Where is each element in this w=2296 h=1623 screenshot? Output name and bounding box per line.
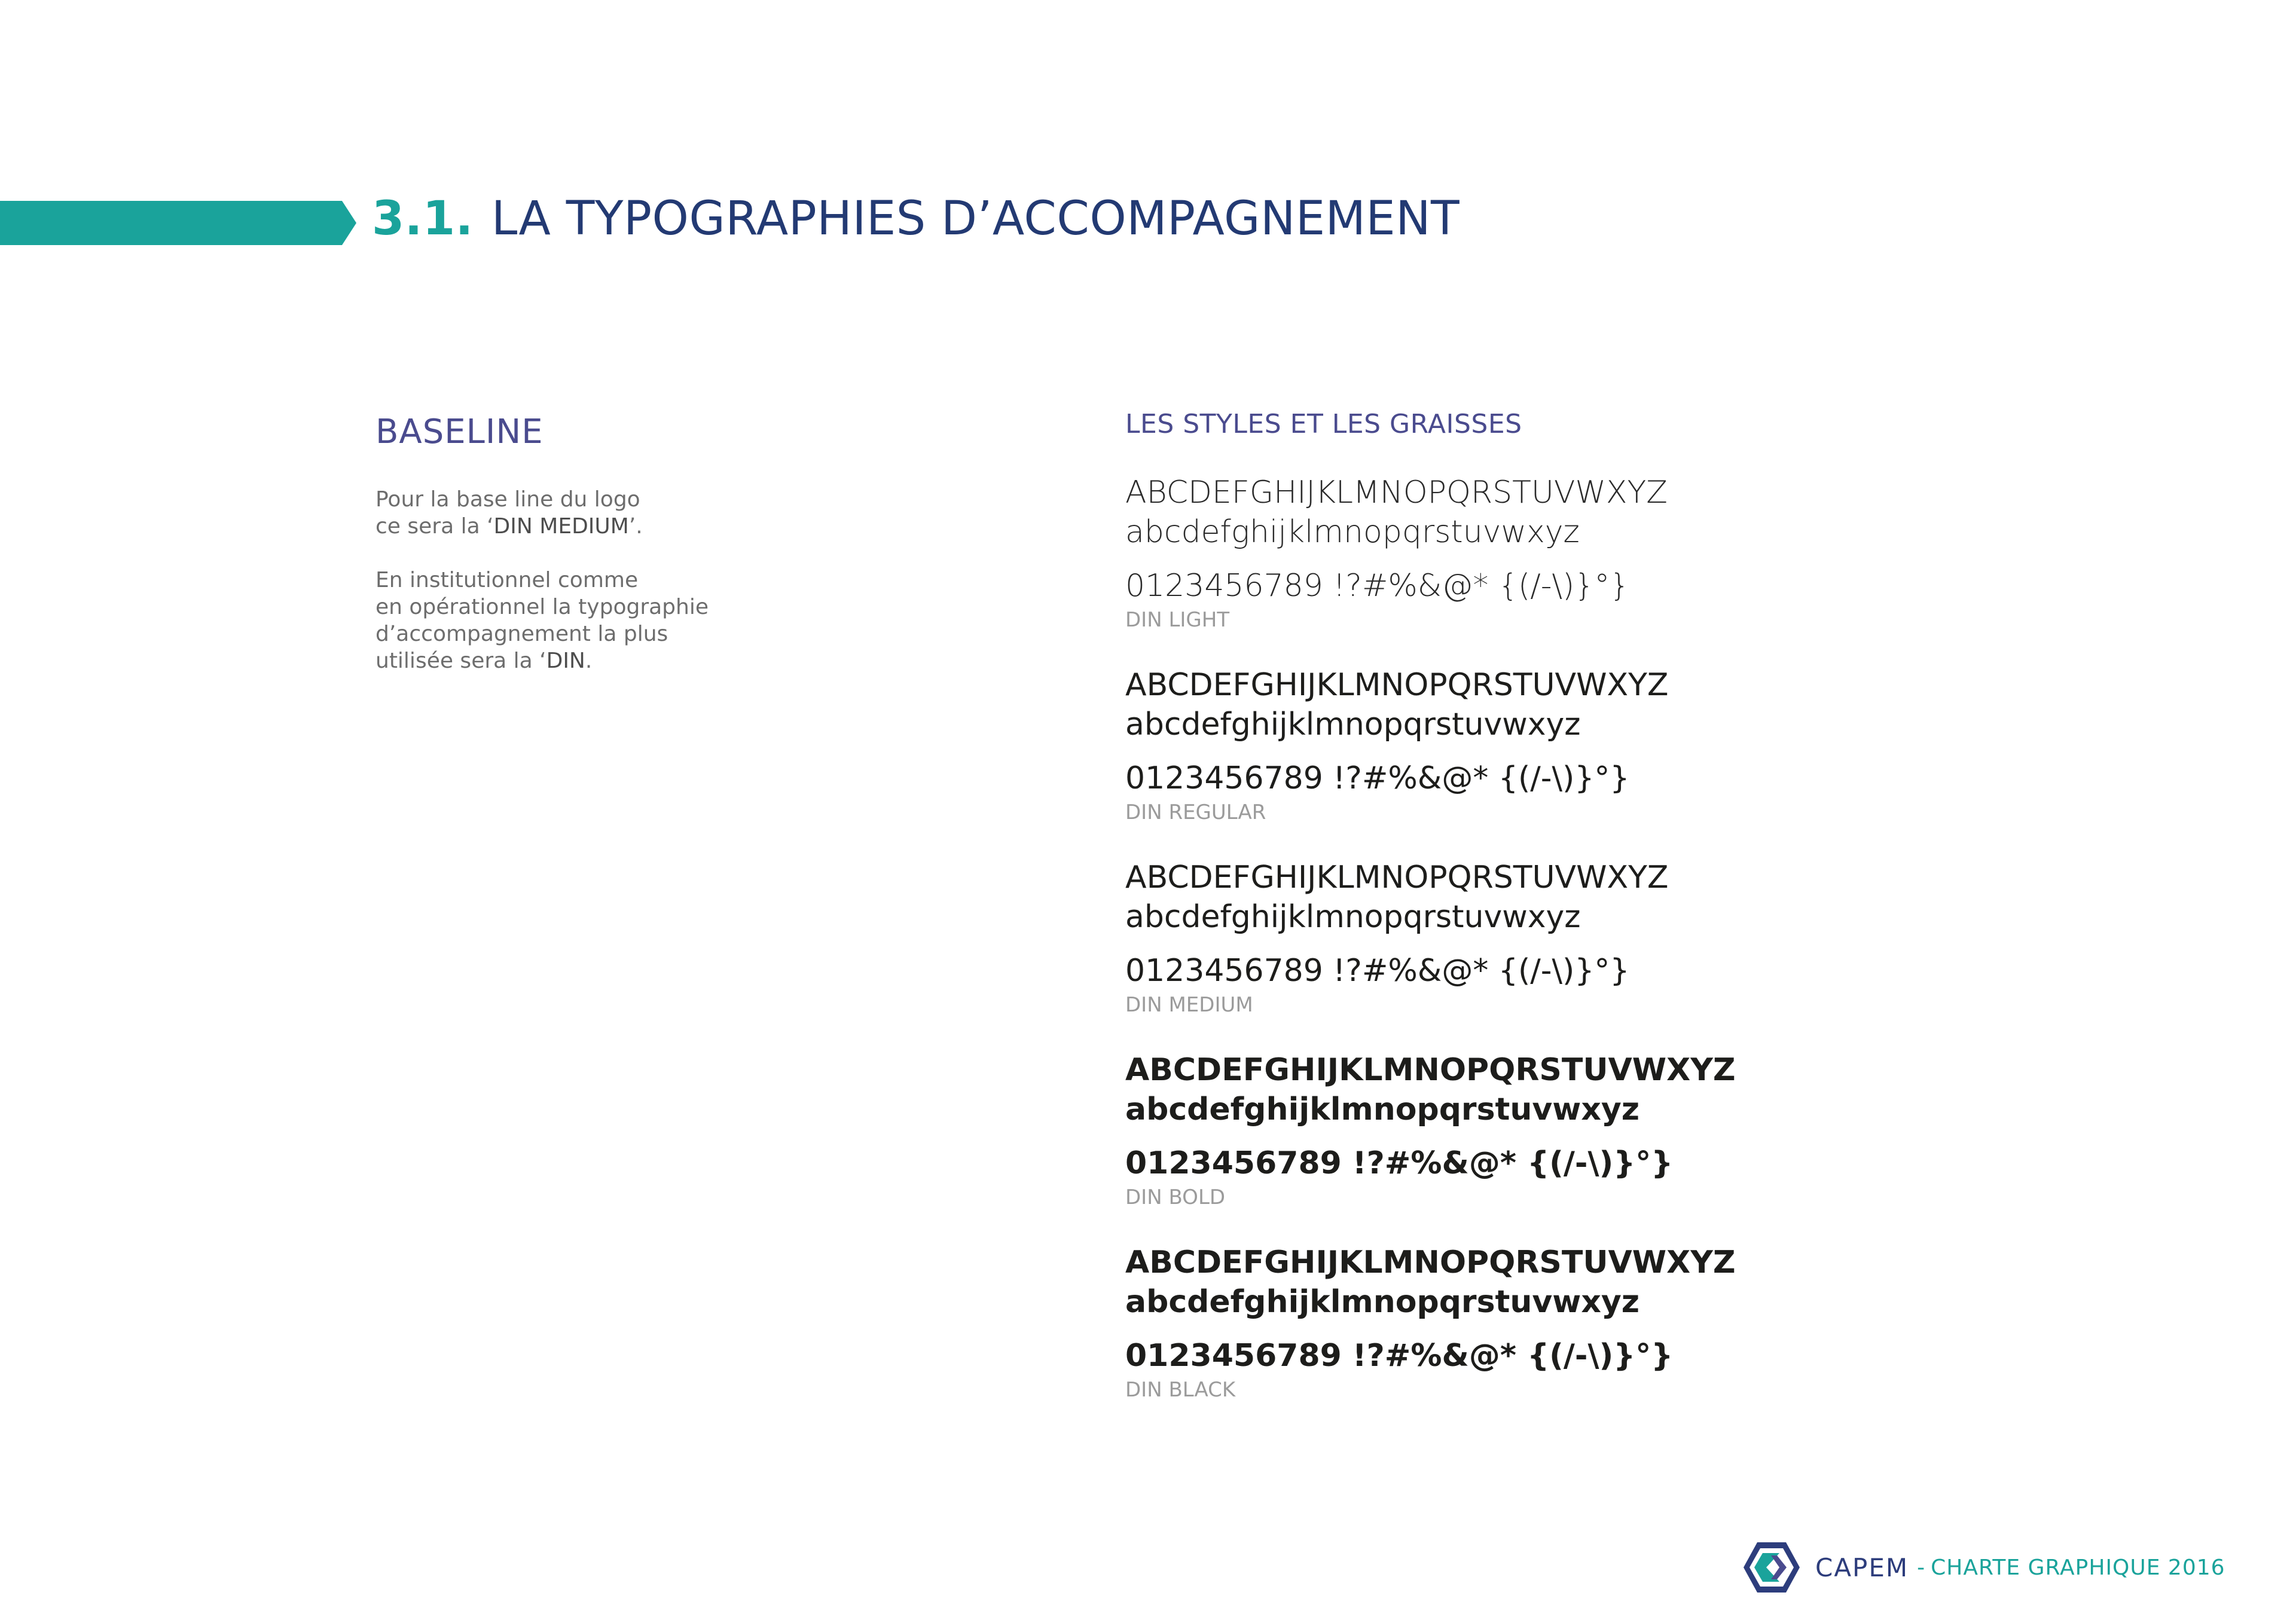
footer-separator: - (1917, 1555, 1925, 1580)
baseline-text-line: Pour la base line du logo (375, 487, 640, 512)
specimen-uppercase: ABCDEFGHIJKLMNOPQRSTUVWXYZ (1125, 475, 1668, 511)
specimen-digits: 0123456789 !?#%&@* {(/-\)}°} (1125, 1145, 1674, 1181)
section-title: LA TYPOGRAPHIES D’ACCOMPAGNEMENT (491, 192, 1460, 246)
specimen-uppercase: ABCDEFGHIJKLMNOPQRSTUVWXYZ (1125, 667, 1669, 703)
specimen-digits: 0123456789 !?#%&@* {(/-\)}°} (1125, 1338, 1674, 1374)
usage-text-line: En institutionnel comme (375, 568, 639, 592)
section-number: 3.1. (372, 192, 474, 246)
specimen-uppercase: ABCDEFGHIJKLMNOPQRSTUVWXYZ (1125, 1052, 1736, 1088)
footer-document-title: CHARTE GRAPHIQUE 2016 (1931, 1555, 2225, 1580)
specimen-digits: 0123456789 !?#%&@* {(/-\)}°} (1125, 953, 1630, 989)
usage-text-line: . (585, 649, 593, 673)
specimen-din-light (1125, 473, 1962, 632)
specimen-lowercase: abcdefghijklmnopqrstuvwxyz (1125, 1284, 1640, 1320)
usage-paragraph (375, 567, 973, 674)
styles-section (1125, 409, 1962, 1435)
font-name-highlight: DIN MEDIUM (493, 514, 629, 539)
specimen-din-medium (1125, 858, 1962, 1017)
specimen-lowercase: abcdefghijklmnopqrstuvwxyz (1125, 707, 1581, 742)
footer-brand: CAPEM (1815, 1552, 1909, 1582)
specimen-lowercase: abcdefghijklmnopqrstuvwxyz (1125, 514, 1580, 550)
specimen-caption: DIN MEDIUM (1125, 993, 1253, 1017)
specimen-digits: 0123456789 !?#%&@* {(/-\)}°} (1125, 760, 1630, 796)
footer (1742, 1538, 2225, 1597)
specimen-din-bold (1125, 1050, 1962, 1209)
specimen-caption: DIN BOLD (1125, 1185, 1226, 1209)
baseline-text-line: ’. (628, 514, 643, 539)
baseline-section (375, 412, 973, 701)
capem-hexagon-logo-icon (1742, 1540, 1801, 1595)
specimen-caption: DIN REGULAR (1125, 800, 1266, 824)
usage-text-line: utilisée sera la ‘ (375, 649, 546, 673)
specimen-lowercase: abcdefghijklmnopqrstuvwxyz (1125, 1092, 1640, 1127)
specimen-caption: DIN LIGHT (1125, 608, 1230, 632)
specimen-uppercase: ABCDEFGHIJKLMNOPQRSTUVWXYZ (1125, 1245, 1736, 1280)
font-name-highlight: DIN (546, 649, 585, 673)
section-accent-bar (0, 201, 356, 245)
specimen-uppercase: ABCDEFGHIJKLMNOPQRSTUVWXYZ (1125, 860, 1669, 895)
baseline-paragraph (375, 486, 973, 540)
specimen-din-black (1125, 1243, 1962, 1402)
baseline-heading: BASELINE (375, 412, 544, 451)
usage-text-line: en opérationnel la typographie (375, 595, 709, 619)
usage-text-line: d’accompagnement la plus (375, 622, 668, 646)
specimen-din-regular (1125, 665, 1962, 824)
styles-heading: LES STYLES ET LES GRAISSES (1125, 409, 1522, 439)
specimen-digits: 0123456789 !?#%&@* {(/-\)}°} (1125, 568, 1630, 604)
specimen-lowercase: abcdefghijklmnopqrstuvwxyz (1125, 899, 1581, 935)
page-title (372, 192, 1460, 246)
specimen-caption: DIN BLACK (1125, 1378, 1236, 1402)
baseline-text-line: ce sera la ‘ (375, 514, 494, 539)
